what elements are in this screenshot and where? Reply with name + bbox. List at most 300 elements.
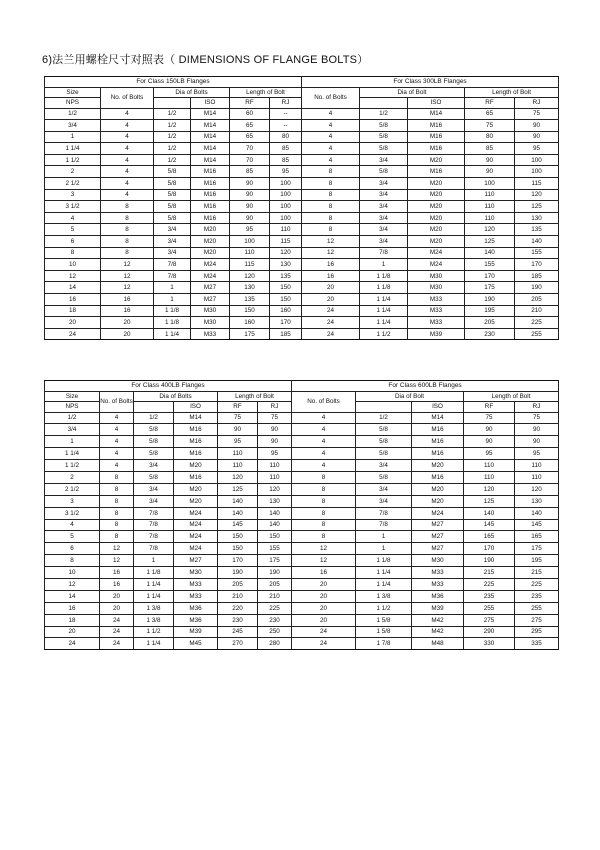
cell-iso-right: M20: [412, 460, 464, 472]
cell-iso: M16: [174, 424, 218, 436]
rf-header-right: RF: [465, 98, 515, 109]
cell-nps: 1 1/4: [45, 143, 101, 155]
cell-rf-right: 330: [464, 638, 515, 650]
cell-rf: 90: [230, 212, 270, 224]
cell-nps: 8: [45, 247, 101, 259]
cell-rj: 95: [258, 448, 292, 460]
cell-bolts: 4: [100, 412, 134, 424]
cell-iso-right: M20: [408, 224, 465, 236]
cell-rf-right: 190: [464, 555, 515, 567]
cell-dia-right: 1 1/4: [360, 294, 408, 306]
cell-rf: 145: [218, 519, 258, 531]
cell-rf-right: 290: [464, 626, 515, 638]
cell-dia-right: 3/4: [360, 178, 408, 190]
cell-rf: 115: [230, 259, 270, 271]
table-row: [45, 424, 559, 436]
length-of-bolt-header: Length of Bolt: [230, 87, 302, 98]
cell-nps: 16: [45, 294, 101, 306]
cell-rf-right: 90: [465, 154, 515, 166]
cell-dia-right: 1 1/2: [356, 602, 412, 614]
cell-bolts: 24: [100, 638, 134, 650]
cell-dia: 1 3/8: [134, 602, 174, 614]
cell-rf: 70: [230, 154, 270, 166]
cell-bolts: 4: [101, 108, 154, 120]
cell-iso-right: M30: [412, 555, 464, 567]
cell-rj: 95: [270, 166, 302, 178]
cell-iso: M16: [191, 212, 230, 224]
table-row: [45, 108, 559, 120]
cell-dia: 1: [154, 294, 191, 306]
cell-rf-right: 125: [465, 236, 515, 248]
cell-bolts: 8: [101, 247, 154, 259]
cell-bolts: 4: [100, 436, 134, 448]
cell-rj-right: 90: [515, 120, 559, 132]
cell-rj: 120: [270, 247, 302, 259]
cell-bolts-right: 8: [302, 201, 360, 213]
cell-nps: 24: [45, 638, 100, 650]
cell-nps: 2 1/2: [45, 483, 100, 495]
cell-rj: 155: [258, 543, 292, 555]
cell-rj-right: 295: [515, 626, 559, 638]
iso-header-right: ISO: [412, 402, 464, 413]
cell-rf: 75: [218, 412, 258, 424]
cell-rf-right: 110: [465, 212, 515, 224]
cell-dia: 5/8: [134, 424, 174, 436]
cell-rf: 210: [218, 590, 258, 602]
cell-dia-right: 3/4: [356, 495, 412, 507]
cell-bolts-right: 8: [302, 212, 360, 224]
dia-of-bolts-header: Dia of Bolts: [134, 391, 218, 402]
cell-dia-right: 1 1/4: [360, 305, 408, 317]
table-row: [45, 460, 559, 472]
cell-rj: 170: [270, 317, 302, 329]
cell-rj-right: 225: [515, 578, 559, 590]
cell-iso-right: M16: [408, 143, 465, 155]
cell-nps: 16: [45, 602, 100, 614]
cell-nps: 18: [45, 614, 100, 626]
cell-rj-right: 215: [515, 567, 559, 579]
cell-dia-right: 3/4: [360, 201, 408, 213]
cell-dia: 1 1/4: [134, 578, 174, 590]
cell-dia: 3/4: [154, 236, 191, 248]
cell-iso-right: M36: [412, 590, 464, 602]
cell-iso: M16: [191, 178, 230, 190]
cell-rj: 110: [270, 224, 302, 236]
cell-dia-right: 1 5/8: [356, 626, 412, 638]
cell-iso: M39: [174, 626, 218, 638]
cell-dia: 1/2: [154, 131, 191, 143]
cell-nps: 6: [45, 236, 101, 248]
table-row: [45, 317, 559, 329]
cell-bolts: 4: [100, 424, 134, 436]
cell-dia: 5/8: [134, 471, 174, 483]
cell-dia-right: 1: [356, 543, 412, 555]
cell-bolts-right: 20: [302, 294, 360, 306]
class-600-header: For Class 600LB Flanges: [292, 381, 559, 392]
cell-rj-right: 90: [515, 436, 559, 448]
cell-iso-right: M30: [408, 282, 465, 294]
cell-rf: 90: [230, 201, 270, 213]
cell-iso: M14: [191, 108, 230, 120]
cell-dia-right: 7/8: [360, 247, 408, 259]
page-title: 6)法兰用螺栓尺寸对照表（ DIMENSIONS OF FLANGE BOLTS）: [42, 54, 369, 66]
cell-rj-right: 210: [515, 305, 559, 317]
cell-iso: M33: [191, 328, 230, 340]
cell-dia: 5/8: [154, 178, 191, 190]
cell-iso-right: M20: [408, 212, 465, 224]
cell-dia-right: 1 1/4: [356, 567, 412, 579]
cell-rf: 100: [230, 236, 270, 248]
cell-dia-right: 7/8: [356, 507, 412, 519]
table-row: [45, 602, 559, 614]
cell-iso: M27: [174, 555, 218, 567]
cell-bolts-right: 20: [302, 282, 360, 294]
cell-bolts: 8: [101, 236, 154, 248]
table-row: [45, 270, 559, 282]
table-row: [45, 507, 559, 519]
cell-rj: 175: [258, 555, 292, 567]
cell-rj-right: 95: [515, 143, 559, 155]
cell-iso: M30: [191, 305, 230, 317]
cell-nps: 20: [45, 626, 100, 638]
cell-rf: 220: [218, 602, 258, 614]
cell-nps: 2: [45, 471, 100, 483]
cell-rj: 140: [258, 519, 292, 531]
cell-iso: M24: [174, 531, 218, 543]
cell-rj: 135: [270, 270, 302, 282]
cell-dia: 3/4: [134, 483, 174, 495]
cell-bolts-right: 4: [302, 108, 360, 120]
table-row: [45, 590, 559, 602]
table-row: [45, 578, 559, 590]
rf-header: RF: [218, 402, 258, 413]
rf-header-right: RF: [464, 402, 515, 413]
cell-iso-right: M16: [412, 448, 464, 460]
cell-bolts: 24: [100, 614, 134, 626]
length-of-bolt-header-right: Length of Bolt: [465, 87, 559, 98]
table-row: [45, 189, 559, 201]
cell-bolts-right: 20: [292, 602, 356, 614]
cell-rj: 100: [270, 189, 302, 201]
cell-rj: 225: [258, 602, 292, 614]
cell-dia-right: 1 1/4: [360, 317, 408, 329]
cell-nps: 1 1/2: [45, 460, 100, 472]
cell-dia-right: 7/8: [356, 519, 412, 531]
cell-dia-right: 1 7/8: [356, 638, 412, 650]
cell-bolts-right: 16: [292, 567, 356, 579]
cell-rj: 90: [258, 436, 292, 448]
cell-rj: 130: [270, 259, 302, 271]
cell-rj-right: 120: [515, 189, 559, 201]
cell-rf: 110: [218, 460, 258, 472]
cell-bolts: 4: [101, 120, 154, 132]
cell-dia: 1: [134, 555, 174, 567]
cell-dia-right: 1: [360, 259, 408, 271]
cell-bolts: 20: [100, 590, 134, 602]
cell-rf-right: 90: [464, 424, 515, 436]
table-row: [45, 131, 559, 143]
class-400-header: For Class 400LB Flanges: [45, 381, 292, 392]
cell-rf-right: 255: [464, 602, 515, 614]
cell-iso: M16: [174, 436, 218, 448]
table-row: [45, 224, 559, 236]
cell-bolts: 4: [100, 460, 134, 472]
cell-iso-right: M16: [408, 131, 465, 143]
cell-iso-right: M16: [412, 424, 464, 436]
cell-rj-right: 110: [515, 471, 559, 483]
no-of-bolts-label: No. of Bolts: [100, 397, 133, 405]
cell-dia: 1 1/2: [134, 626, 174, 638]
cell-rf: 170: [218, 555, 258, 567]
table-row: [45, 259, 559, 271]
cell-bolts-right: 4: [302, 154, 360, 166]
cell-iso: M24: [174, 519, 218, 531]
cell-iso-right: M16: [408, 166, 465, 178]
cell-iso-right: M24: [412, 507, 464, 519]
cell-rj-right: 130: [515, 495, 559, 507]
cell-bolts-right: 4: [292, 460, 356, 472]
cell-iso: M14: [191, 143, 230, 155]
cell-rj-right: 255: [515, 602, 559, 614]
cell-bolts: 16: [101, 305, 154, 317]
cell-rj: 90: [258, 424, 292, 436]
cell-bolts-right: 24: [302, 317, 360, 329]
cell-rj: 150: [270, 282, 302, 294]
cell-dia-right: 5/8: [360, 120, 408, 132]
table-row: [45, 555, 559, 567]
cell-dia: 1 3/8: [134, 614, 174, 626]
cell-rj: --: [270, 120, 302, 132]
table-row: [45, 120, 559, 132]
cell-rj-right: 100: [515, 166, 559, 178]
cell-bolts: 20: [101, 317, 154, 329]
cell-rj: 150: [270, 294, 302, 306]
cell-rf: 65: [230, 120, 270, 132]
cell-bolts: 8: [101, 224, 154, 236]
cell-bolts: 4: [101, 143, 154, 155]
cell-iso: M14: [191, 154, 230, 166]
cell-iso: M20: [191, 247, 230, 259]
rj-header-right: RJ: [515, 98, 559, 109]
class-150-header: For Class 150LB Flanges: [45, 77, 302, 88]
table-row: [45, 483, 559, 495]
dia-of-bolt-header-right: Dia of Bolt: [360, 87, 465, 98]
cell-bolts-right: 4: [302, 120, 360, 132]
cell-rf: 110: [230, 247, 270, 259]
cell-iso: M14: [191, 120, 230, 132]
cell-iso-right: M33: [408, 317, 465, 329]
cell-iso: M27: [191, 294, 230, 306]
cell-bolts-right: 8: [302, 166, 360, 178]
cell-nps: 3/4: [45, 424, 100, 436]
table-row: [45, 294, 559, 306]
cell-bolts: 12: [101, 270, 154, 282]
cell-bolts: 8: [100, 483, 134, 495]
cell-rj-right: 140: [515, 507, 559, 519]
cell-iso: M16: [191, 201, 230, 213]
cell-rj-right: 255: [515, 328, 559, 340]
cell-bolts: 4: [101, 166, 154, 178]
cell-iso: M33: [174, 590, 218, 602]
cell-nps: 1: [45, 436, 100, 448]
cell-rf-right: 90: [465, 166, 515, 178]
cell-dia: 7/8: [134, 531, 174, 543]
cell-rf-right: 75: [465, 120, 515, 132]
cell-iso: M14: [191, 131, 230, 143]
cell-rf-right: 120: [464, 483, 515, 495]
cell-rf-right: 205: [465, 317, 515, 329]
cell-rf: 95: [230, 224, 270, 236]
cell-bolts: 4: [101, 189, 154, 201]
cell-bolts-right: 4: [292, 436, 356, 448]
cell-iso-right: M27: [412, 543, 464, 555]
cell-iso: M20: [191, 236, 230, 248]
cell-dia: 1/2: [134, 412, 174, 424]
cell-rj-right: 170: [515, 259, 559, 271]
cell-nps: 10: [45, 259, 101, 271]
cell-rj-right: 90: [515, 131, 559, 143]
cell-nps: 1 1/4: [45, 448, 100, 460]
cell-dia: 1 1/8: [134, 567, 174, 579]
cell-rf: 270: [218, 638, 258, 650]
cell-dia-right: 1 3/8: [356, 590, 412, 602]
cell-rf: 245: [218, 626, 258, 638]
cell-rf: 150: [230, 305, 270, 317]
cell-iso-right: M33: [412, 578, 464, 590]
cell-rf-right: 90: [464, 436, 515, 448]
cell-rf-right: 170: [464, 543, 515, 555]
cell-rj-right: 145: [515, 519, 559, 531]
cell-rf: 230: [218, 614, 258, 626]
cell-nps: 3 1/2: [45, 201, 101, 213]
cell-rf: 190: [218, 567, 258, 579]
cell-iso-right: M33: [408, 294, 465, 306]
cell-dia-right: 3/4: [360, 189, 408, 201]
cell-dia: 1 1/4: [134, 638, 174, 650]
dia-of-bolt-header-right: Dia of Bolt: [356, 391, 464, 402]
cell-dia-right: 5/8: [356, 436, 412, 448]
cell-rf: 150: [218, 543, 258, 555]
cell-bolts-right: 24: [302, 328, 360, 340]
cell-dia: 7/8: [134, 507, 174, 519]
dia-inch-header-right: [356, 402, 412, 413]
dia-inch-header: [134, 402, 174, 413]
cell-dia: 7/8: [154, 270, 191, 282]
cell-rf: 150: [218, 531, 258, 543]
cell-bolts: 12: [101, 282, 154, 294]
cell-rj-right: 140: [515, 236, 559, 248]
cell-rj-right: 190: [515, 282, 559, 294]
cell-rf-right: 175: [465, 282, 515, 294]
cell-iso-right: M42: [412, 614, 464, 626]
cell-nps: 18: [45, 305, 101, 317]
cell-bolts: 16: [100, 578, 134, 590]
cell-rj-right: 185: [515, 270, 559, 282]
cell-bolts: 8: [100, 531, 134, 543]
table-row: [45, 448, 559, 460]
cell-rf: 120: [230, 270, 270, 282]
table-row: [45, 236, 559, 248]
cell-rf-right: 155: [465, 259, 515, 271]
cell-rj: 280: [258, 638, 292, 650]
cell-rj-right: 155: [515, 247, 559, 259]
cell-rf: 140: [218, 507, 258, 519]
cell-rj: --: [270, 108, 302, 120]
cell-bolts: 8: [101, 212, 154, 224]
cell-rf-right: 65: [465, 108, 515, 120]
cell-nps: 24: [45, 328, 101, 340]
cell-bolts: 8: [100, 507, 134, 519]
cell-nps: 10: [45, 567, 100, 579]
table-row: [45, 638, 559, 650]
cell-rf-right: 140: [464, 507, 515, 519]
cell-rj: 75: [258, 412, 292, 424]
size-header: Size: [45, 87, 101, 98]
rj-header-right: RJ: [515, 402, 559, 413]
cell-rf: 205: [218, 578, 258, 590]
cell-rj: 120: [258, 483, 292, 495]
cell-rj: 210: [258, 590, 292, 602]
cell-dia: 1 1/4: [134, 590, 174, 602]
table-row: [45, 143, 559, 155]
cell-rf: 110: [218, 448, 258, 460]
cell-dia: 1: [154, 282, 191, 294]
table-row: [45, 328, 559, 340]
cell-rj-right: 90: [515, 424, 559, 436]
cell-dia: 3/4: [134, 495, 174, 507]
cell-nps: 8: [45, 555, 100, 567]
table-row: [45, 178, 559, 190]
cell-rj-right: 165: [515, 531, 559, 543]
cell-rj: 100: [270, 201, 302, 213]
cell-dia-right: 3/4: [356, 483, 412, 495]
size-header: Size: [45, 391, 100, 402]
cell-bolts-right: 12: [302, 247, 360, 259]
cell-bolts-right: 4: [292, 412, 356, 424]
cell-rf: 175: [230, 328, 270, 340]
bolt-table-400-600: [44, 380, 559, 650]
cell-dia-right: 1/2: [356, 412, 412, 424]
cell-rj-right: 130: [515, 212, 559, 224]
table-row: [45, 543, 559, 555]
length-of-bolt-header: Length of Bolt: [218, 391, 292, 402]
cell-rj-right: 100: [515, 154, 559, 166]
cell-dia-right: 1 1/2: [360, 328, 408, 340]
cell-iso-right: M39: [412, 602, 464, 614]
cell-nps: 1/2: [45, 412, 100, 424]
cell-rj-right: 115: [515, 178, 559, 190]
cell-bolts-right: 20: [292, 578, 356, 590]
cell-bolts: 12: [100, 555, 134, 567]
cell-rf: 160: [230, 317, 270, 329]
table-row: [45, 436, 559, 448]
cell-nps: 3: [45, 189, 101, 201]
cell-iso-right: M16: [412, 436, 464, 448]
cell-bolts: 16: [101, 294, 154, 306]
rj-header: RJ: [270, 98, 302, 109]
cell-iso-right: M42: [412, 626, 464, 638]
cell-iso-right: M16: [412, 471, 464, 483]
cell-iso: M36: [174, 602, 218, 614]
cell-rf-right: 125: [464, 495, 515, 507]
cell-iso: M14: [174, 412, 218, 424]
cell-dia: 1 1/8: [154, 317, 191, 329]
cell-dia-right: 5/8: [356, 448, 412, 460]
cell-rj: 110: [258, 471, 292, 483]
cell-bolts: 4: [101, 154, 154, 166]
cell-rf: 90: [218, 424, 258, 436]
table-row: [45, 531, 559, 543]
